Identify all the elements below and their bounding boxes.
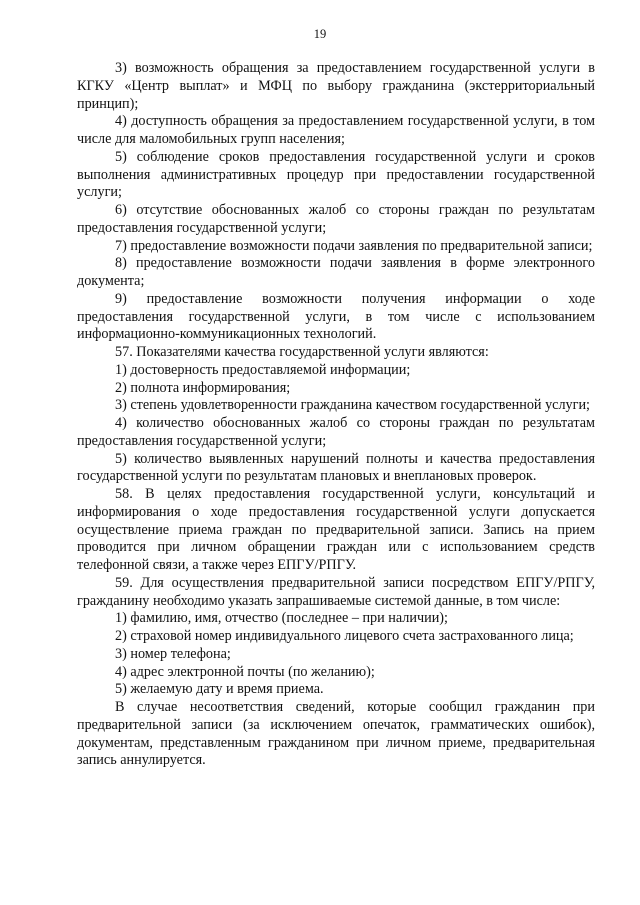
- list-item: 7) предоставление возможности подачи заявления по предварительной записи;: [115, 237, 593, 254]
- list-item: 5) соблюдение сроков предоставления государственной услуги и сроков выполнения административных процедур при предоставлении государственной услуги;: [77, 148, 595, 201]
- list-item: 2) страховой номер индивидуального лицевого счета застрахованного лица;: [115, 628, 574, 644]
- list-item: 5) количество выявленных нарушений полноты и качества предоставления государственной услуги по результатам плановых и внеплановых проверок.: [77, 450, 595, 485]
- closing-paragraph: В случае несоответствия сведений, которые сообщил гражданин при предварительной записи (за исключением опечаток, грамматических ошибок), документам, представленным гражданином при личном приеме, предварительная запись аннулируется.: [77, 699, 595, 769]
- list-item: 1) фамилию, имя, отчество (последнее – при наличии);: [115, 610, 448, 627]
- list-item: 6) отсутствие обоснованных жалоб со стороны граждан по результатам предоставления государственной услуги;: [77, 202, 595, 236]
- list-item: 8) предоставление возможности подачи заявления в форме электронного документа;: [77, 255, 595, 289]
- clause-58: 58. В целях предоставления государственной услуги, консультаций и информирования о ходе предоставления государственной услуги допускается осуществление приема граждан по предварительной записи. Запись на прием проводится при личном обращении граждан или с использованием средств телефонной связи, а также через ЕПГУ/РПГУ.: [77, 486, 595, 573]
- list-item: 1) достоверность предоставляемой информации;: [115, 361, 411, 378]
- document-body: [77, 60, 595, 770]
- list-item: 9) предоставление возможности получения информации о ходе предоставления государственной услуги, в том числе с использованием информационно-коммуникационных технологий.: [77, 290, 595, 343]
- list-item: 3) степень удовлетворенности гражданина качеством государственной услуги;: [115, 397, 590, 414]
- list-item: 4) адрес электронной почты (по желанию);: [115, 663, 375, 680]
- list-item: 4) количество обоснованных жалоб со стороны граждан по результатам предоставления государственной услуги;: [77, 415, 595, 449]
- list-item: 4) доступность обращения за предоставлением государственной услуги, в том числе для маломобильных групп населения;: [77, 113, 595, 147]
- section-heading-57: 57. Показателями качества государственной услуги являются:: [115, 344, 489, 360]
- list-item: 2) полнота информирования;: [115, 379, 291, 396]
- list-item: 5) желаемую дату и время приема.: [115, 681, 324, 698]
- list-item: 3) номер телефона;: [115, 645, 231, 662]
- list-item: 3) возможность обращения за предоставлением государственной услуги в КГКУ «Центр выплат» и МФЦ по выбору гражданина (экстерриториальный принцип);: [77, 60, 595, 112]
- clause-59: 59. Для осуществления предварительной записи посредством ЕПГУ/РПГУ, гражданину необходимо указать запрашиваемые системой данные, в том числе:: [77, 574, 595, 609]
- page-number: 19: [313, 27, 327, 41]
